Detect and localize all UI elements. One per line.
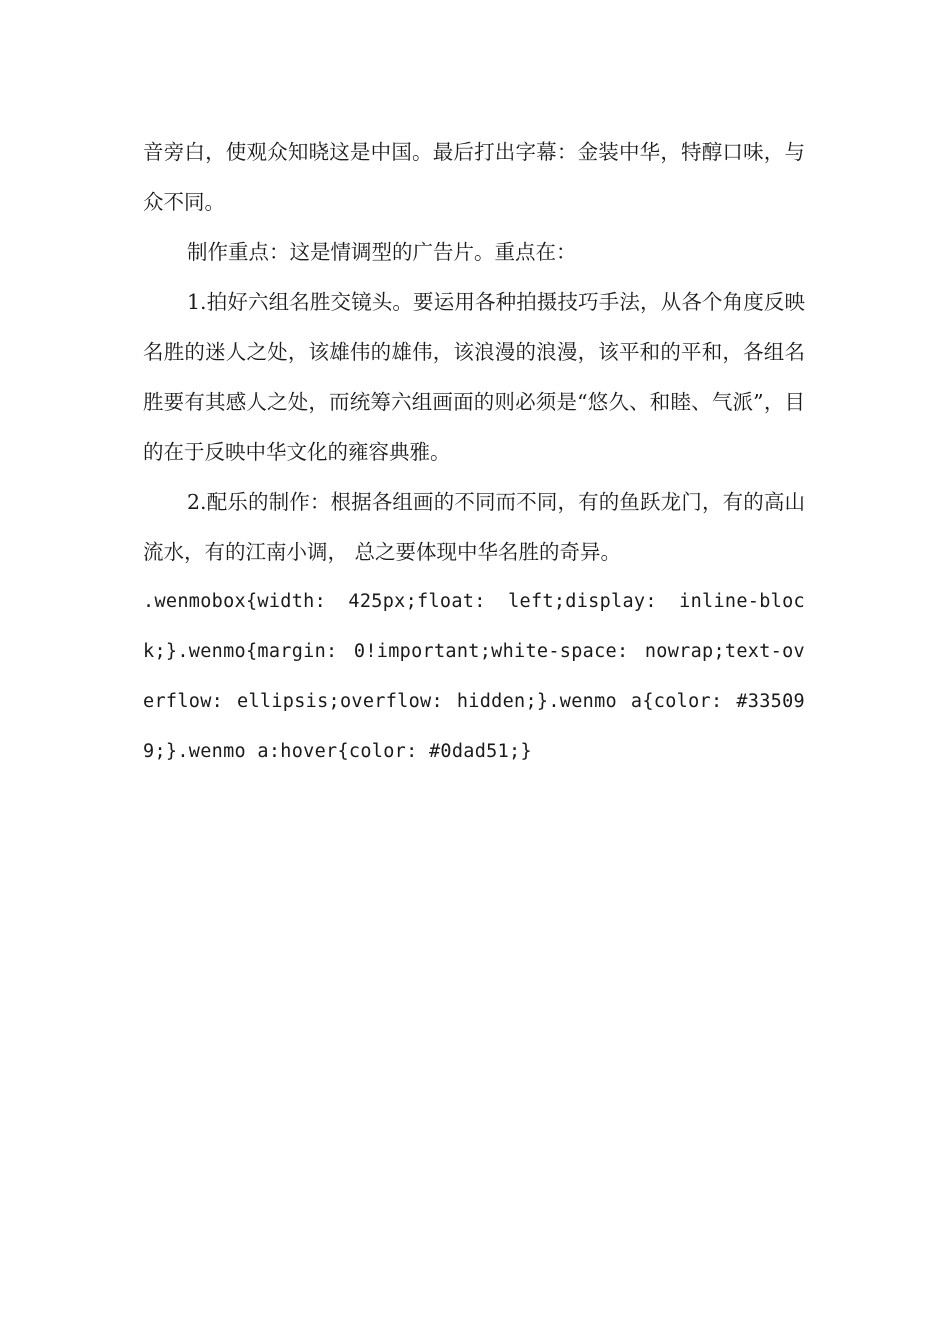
stray-css-text: .wenmobox{width: 425px;float: left;display: inline-block;}.wenmo{margin: 0!important;white-space: nowrap;text-overflow: ellipsis;overflow: hidden;}.wenmo a{color: #335099;}.wenmo a:hover{color: #0dad51;} xyxy=(143,591,805,762)
paragraph-production-focus: 制作重点：这是情调型的广告片。重点在： xyxy=(187,240,577,264)
paragraph-point-2: 2.配乐的制作：根据各组画的不同而不同，有的鱼跃龙门，有的高山流水，有的江南小调， 总之要体现中华名胜的奇异。 xyxy=(143,490,805,564)
paragraph-point-1: 1.拍好六组名胜交镜头。要运用各种拍摄技巧手法，从各个角度反映名胜的迷人之处，该雄伟的雄伟，该浪漫的浪漫，该平和的平和，各组名胜要有其感人之处，而统筹六组画面的则必须是“悠久、和睦、气派”，目的在于反映中华文化的雍容典雅。 xyxy=(143,290,805,464)
document-body xyxy=(143,127,805,777)
paragraph-continuation: 音旁白，使观众知晓这是中国。最后打出字幕：金装中华，特醇口味，与众不同。 xyxy=(143,140,805,214)
